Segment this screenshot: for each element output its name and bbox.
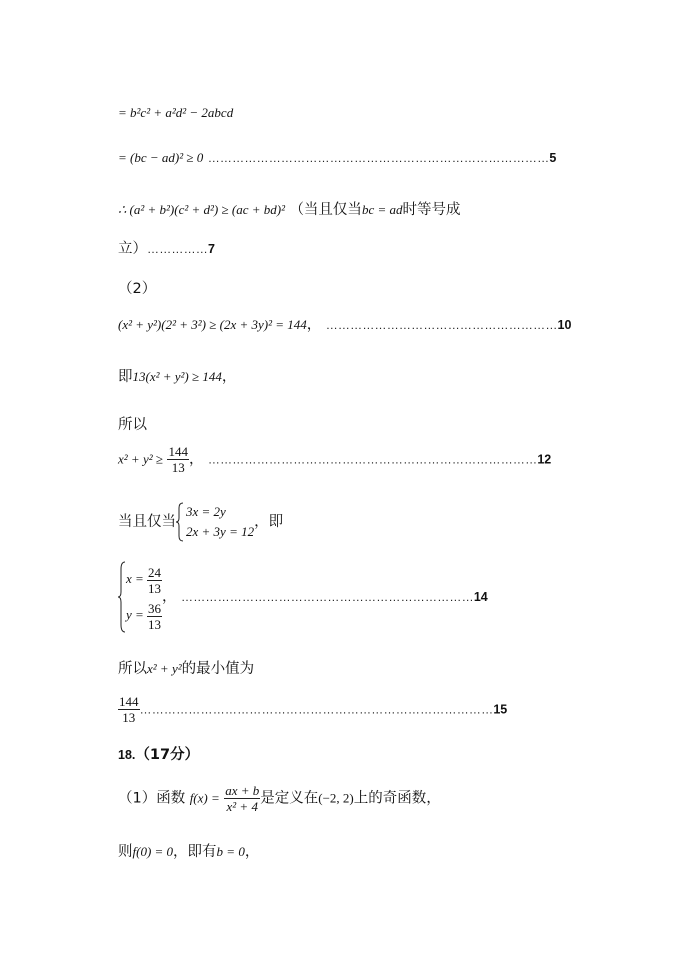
suffix: ， xyxy=(244,844,260,860)
suffix: 的最小值为 xyxy=(181,661,255,677)
score-leader: ………………………………………………………………………… xyxy=(207,151,550,165)
expression: x² + y² xyxy=(147,661,182,676)
score: 15 xyxy=(493,702,508,717)
prefix: 所以 xyxy=(118,661,147,677)
function-name: f(x) = xyxy=(189,790,220,806)
text-middle: 是定义在 xyxy=(260,790,319,807)
part-label: （2） xyxy=(118,281,157,297)
denominator: 13 xyxy=(148,616,162,632)
line-15 xyxy=(118,783,441,814)
x-lhs: x = xyxy=(126,571,144,586)
score-leader: …………… xyxy=(147,242,208,256)
text: 所以 xyxy=(118,417,147,433)
line-12 xyxy=(118,659,254,679)
equation: (x² + y²)(2² + 3²) ≥ (2x + 3y)² = 144 xyxy=(118,317,307,332)
equation: = b²c² + a²d² − 2abcd xyxy=(118,105,234,120)
suffix: 上的奇函数， xyxy=(353,790,441,807)
numerator: 24 xyxy=(148,564,162,580)
part-label: （1）函数 xyxy=(118,790,186,807)
line-2 xyxy=(118,148,556,168)
line-16 xyxy=(118,842,259,862)
prefix: 即 xyxy=(118,369,133,385)
y-lhs: y = xyxy=(126,607,144,622)
condition-b0: b = 0 xyxy=(216,844,245,859)
separator: ， xyxy=(188,451,204,468)
line-13 xyxy=(118,694,507,725)
prefix: 则 xyxy=(118,844,133,860)
question-number: 18. xyxy=(118,748,136,762)
line-11 xyxy=(118,561,488,633)
score: 14 xyxy=(473,590,488,604)
line-14 xyxy=(118,745,199,765)
score-leader: …………………………………………………………………………… xyxy=(139,702,494,717)
score-leader: ……………………………………………………………………… xyxy=(207,452,538,467)
line-5 xyxy=(118,279,156,299)
line-9 xyxy=(118,444,551,475)
denominator: 13 xyxy=(171,460,185,475)
numerator: 144 xyxy=(168,444,188,459)
solution-system xyxy=(118,561,162,633)
equation: = (bc − ad)² ≥ 0 xyxy=(118,150,204,165)
solution-y xyxy=(126,597,162,633)
denominator: 13 xyxy=(148,580,162,596)
fraction xyxy=(147,601,162,632)
brace-icon xyxy=(118,561,126,633)
numerator: 36 xyxy=(148,600,162,616)
note-suffix: 时等号成 xyxy=(402,202,461,218)
line-7 xyxy=(118,367,236,387)
note-prefix: （当且仅当 xyxy=(289,202,362,218)
brace-icon xyxy=(176,502,184,542)
system-row-1: 3x = 2y xyxy=(186,504,226,519)
equation: 13(x² + y²) ≥ 144 xyxy=(132,369,222,384)
line-4 xyxy=(118,239,215,259)
fraction xyxy=(147,565,162,596)
score: 5 xyxy=(549,151,557,165)
fraction xyxy=(167,444,189,475)
separator: ， xyxy=(306,317,322,333)
denominator: 13 xyxy=(122,710,136,725)
score-leader: ……………………………………………………………… xyxy=(181,590,474,604)
equation-system xyxy=(176,502,254,542)
separator: ， xyxy=(162,589,177,605)
equation: ∴ (a² + b²)(c² + d²) ≥ (ac + bd)² xyxy=(118,202,285,217)
interval: (−2, 2) xyxy=(318,790,354,806)
line-6 xyxy=(118,315,571,335)
prefix: 当且仅当 xyxy=(118,514,176,530)
line-3 xyxy=(118,200,460,220)
line-8 xyxy=(118,415,147,435)
numerator: ax + b xyxy=(225,783,260,798)
system-row-2: 2x + 3y = 12 xyxy=(186,524,255,539)
fraction xyxy=(224,783,260,814)
score: 10 xyxy=(557,318,572,332)
condition: bc = ad xyxy=(361,202,403,217)
score: 7 xyxy=(208,242,215,256)
solution-x xyxy=(126,561,162,597)
suffix: ， xyxy=(221,369,237,385)
denominator: x² + 4 xyxy=(226,799,258,814)
text: 立） xyxy=(118,241,147,257)
line-10 xyxy=(118,502,283,542)
numerator: 144 xyxy=(119,694,139,709)
condition-f0: f(0) = 0 xyxy=(132,844,174,859)
text-middle: ，即有 xyxy=(173,844,217,860)
score: 12 xyxy=(537,452,552,467)
score-leader: ………………………………………………… xyxy=(325,318,558,332)
fraction xyxy=(118,694,140,725)
line-1 xyxy=(118,103,233,123)
suffix: ，即 xyxy=(254,514,284,530)
question-points: （17分） xyxy=(135,747,200,763)
inequality-lhs: x² + y² ≥ xyxy=(118,451,163,467)
